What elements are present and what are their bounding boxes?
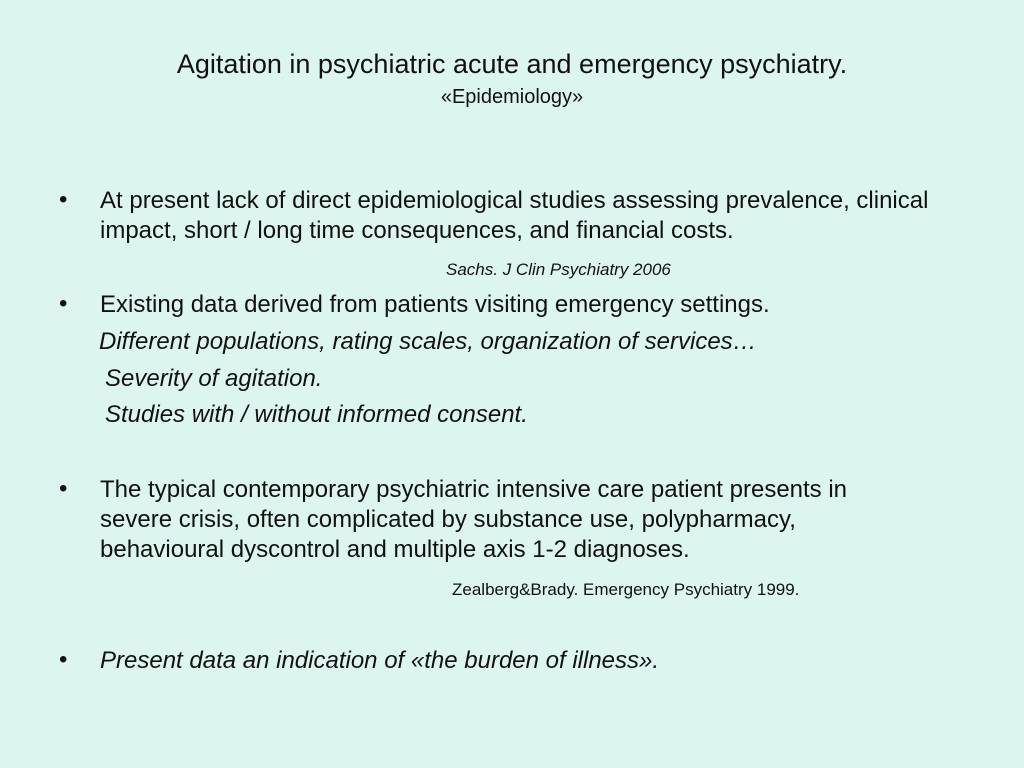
bullet-marker: • — [59, 290, 68, 317]
reference-1: Sachs. J Clin Psychiatry 2006 — [446, 260, 671, 279]
slide-title: Agitation in psychiatric acute and emergency psychiatry. — [176, 49, 848, 79]
slide-subtitle: «Epidemiology» — [440, 86, 584, 108]
bullet-text-2: Existing data derived from patients visiting emergency settings. — [100, 291, 770, 318]
sub-line-1: Different populations, rating scales, organization of services… — [99, 328, 757, 355]
sub-line-2: Severity of agitation. — [105, 365, 323, 392]
bullet-text-4: Present data an indication of «the burden of illness». — [100, 647, 660, 674]
bullet-marker: • — [59, 475, 68, 502]
bullet-text-1: At present lack of direct epidemiological studies assessing prevalence, clinical impact, short / long time consequences, and financial costs. — [100, 187, 929, 244]
reference-2: Zealberg&Brady. Emergency Psychiatry 1999. — [452, 580, 800, 599]
sub-line-3: Studies with / without informed consent. — [105, 401, 528, 428]
bullet-marker: • — [59, 646, 68, 673]
bullet-marker: • — [59, 186, 68, 213]
bullet-text-3: The typical contemporary psychiatric intensive care patient presents in severe crisis, often complicated by substance use, polypharmacy, behavioural dyscontrol and multiple axis 1-2 diagnoses. — [100, 476, 848, 563]
